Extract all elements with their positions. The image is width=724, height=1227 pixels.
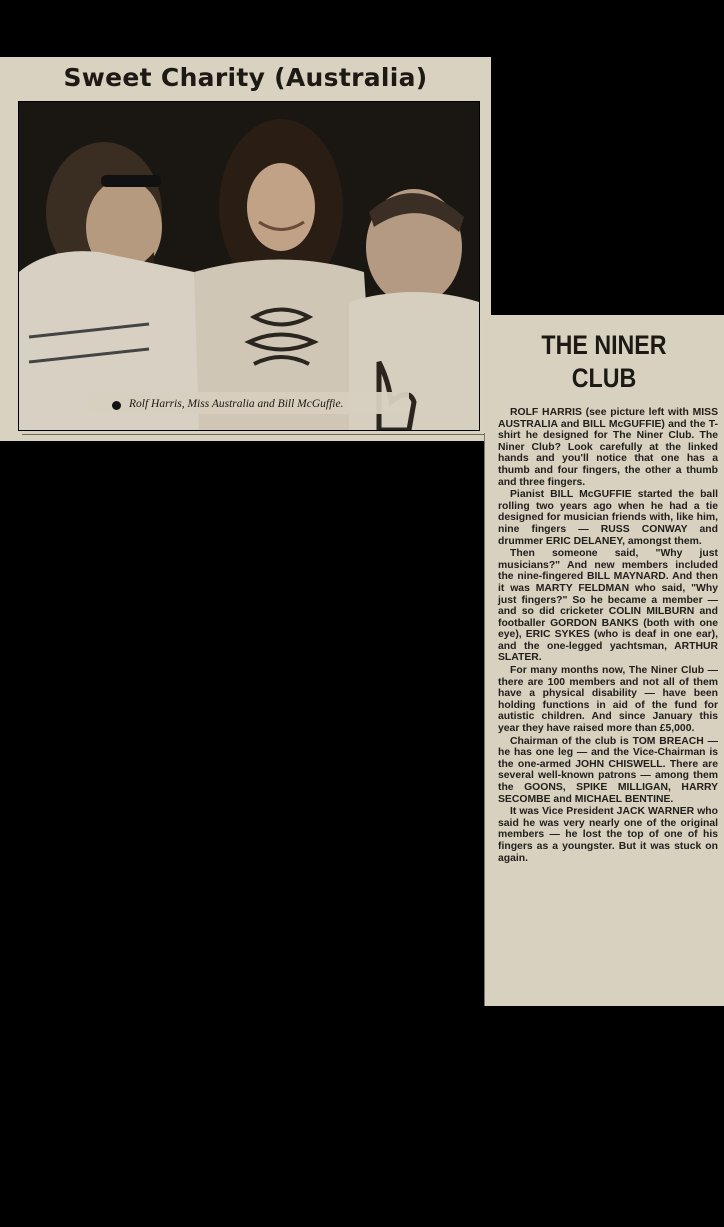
article-paragraph: Chairman of the club is TOM BREACH — he has one leg — and the Vice-Chairman is the one-armed JOHN CHISWELL. There are several well-known patrons — among them the GOONS, SPIKE MILLIGAN, HARRY SECOMBE and MICHAEL BENTINE. xyxy=(498,735,718,805)
article-paragraph: Pianist BILL McGUFFIE started the ball rolling two years ago when he had a tie designed for musician friends with, like him, nine fingers — RUSS CONWAY and drummer ERIC DELANEY, amongst them. xyxy=(498,489,718,547)
article-paragraph: It was Vice President JACK WARNER who said he was very nearly one of the original members — he lost the top of one of his fingers as a youngster. But it was stuck on again. xyxy=(498,806,718,864)
headline-line-2: CLUB xyxy=(571,363,637,393)
article-body xyxy=(498,407,718,865)
clipping-2-headline xyxy=(501,329,707,395)
article-paragraph: For many months now, The Niner Club — there are 100 members and not all of them have a physical disability — have been holding functions in aid of the fund for autistic children. And since January this year they have raised more than £5,000. xyxy=(498,665,718,735)
clipping-niner-club xyxy=(484,315,724,1006)
clipping-sweet-charity xyxy=(0,57,491,441)
headline-line-1: THE NINER xyxy=(541,330,667,360)
article-paragraph: ROLF HARRIS (see picture left with MISS AUSTRALIA and BILL McGUFFIE) and the T-shirt he designed for The Niner Club. The Niner Club? Look carefully at the linked hands and you'll notice that one has a thumb and four fingers, the other a thumb and three fingers. xyxy=(498,407,718,488)
column-rule xyxy=(484,433,485,1006)
article-paragraph: Then someone said, "Why just musicians?" And new members included the nine-fingered BILL MAYNARD. And then it was MARTY FELDMAN who said, "Why just fingers?" So he became a member — and so did cricketer COLIN MILBURN and footballer GORDON BANKS (both with one eye), ERIC SYKES (who is deaf in one ear), and the one-legged yachtsman, ARTHUR SLATER. xyxy=(498,548,718,664)
photo-caption: Rolf Harris, Miss Australia and Bill McGuffie. xyxy=(129,398,344,410)
photo-illustration xyxy=(19,102,479,430)
photo-rolf-harris-miss-australia-bill-mcguffie xyxy=(18,101,480,431)
caption-bullet xyxy=(112,401,121,410)
divider-line xyxy=(22,434,488,435)
clipping-1-headline: Sweet Charity (Australia) xyxy=(63,63,428,92)
